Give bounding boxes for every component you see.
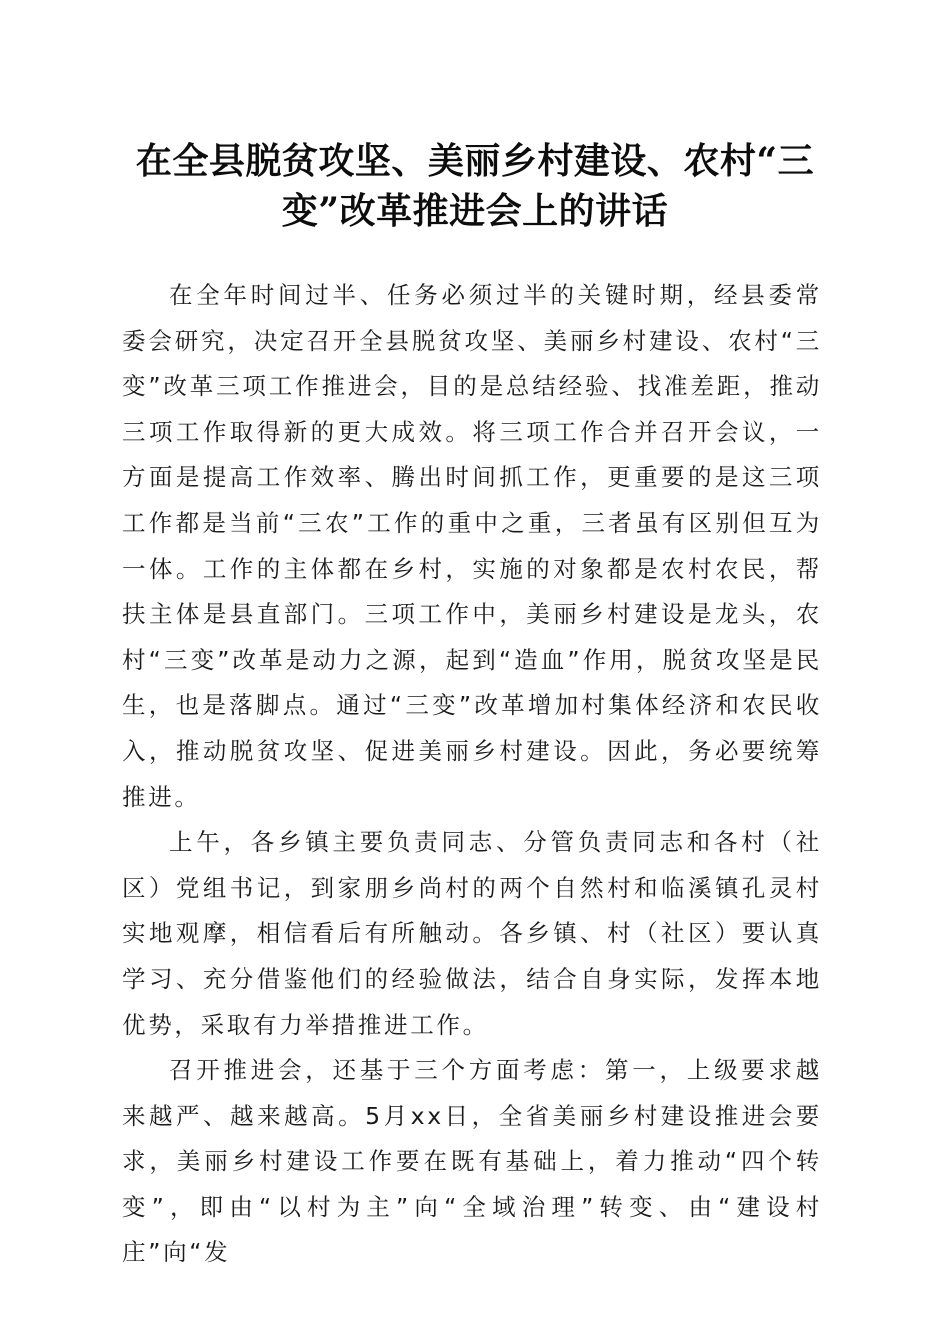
paragraph-3: 召开推进会，还基于三个方面考虑：第一，上级要求越来越严、越来越高。5月xx日，全省美丽乡村建设推进会要求，美丽乡村建设工作要在既有基础上，着力推动“四个转变”，即由“以村为主”向“全域治理”转变、由“建设村庄”向“发 [122,1056,822,1267]
paragraph-2: 上午，各乡镇主要负责同志、分管负责同志和各村（社区）党组书记，到家朋乡尚村的两个自然村和临溪镇孔灵村实地观摩，相信看后有所触动。各乡镇、村（社区）要认真学习、充分借鉴他们的经验做法，结合自身实际，发挥本地优势，采取有力举措推进工作。 [122,828,822,1039]
document-body [122,273,822,1276]
paragraph-1: 在全年时间过半、任务必须过半的关键时期，经县委常委会研究，决定召开全县脱贫攻坚、美丽乡村建设、农村“三变”改革三项工作推进会，目的是总结经验、找准差距，推动三项工作取得新的更大成效。将三项工作合并召开会议，一方面是提高工作效率、腾出时间抓工作，更重要的是这三项工作都是当前“三农”工作的重中之重，三者虽有区别但互为一体。工作的主体都在乡村，实施的对象都是农村农民，帮扶主体是县直部门。三项工作中，美丽乡村建设是龙头，农村“三变”改革是动力之源，起到“造血”作用，脱贫攻坚是民生，也是落脚点。通过“三变”改革增加村集体经济和农民收入，推动脱贫攻坚、促进美丽乡村建设。因此，务必要统筹推进。 [122,281,822,811]
document-title: 在全县脱贫攻坚、美丽乡村建设、农村“三变”改革推进会上的讲话 [135,140,815,232]
